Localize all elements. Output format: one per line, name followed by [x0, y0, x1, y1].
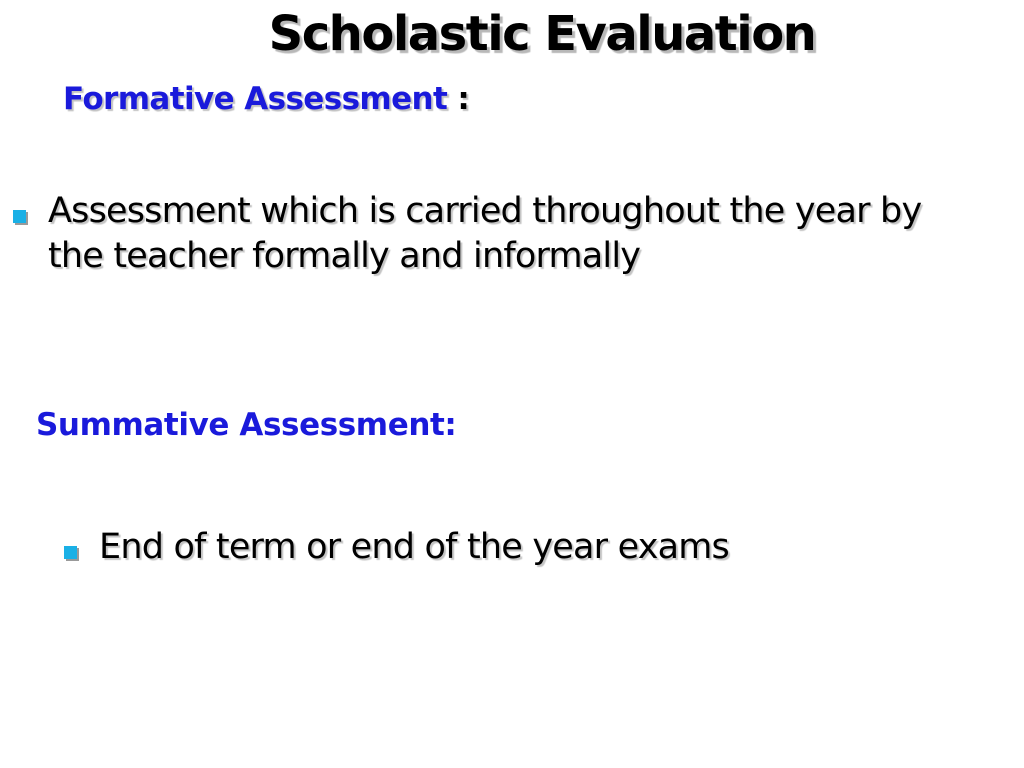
formative-heading	[63, 78, 469, 120]
slide-title: Scholastic Evaluation	[268, 6, 816, 62]
summative-heading: Summative Assessment:	[36, 407, 457, 443]
square-bullet-icon	[64, 546, 77, 559]
formative-heading-label: Formative Assessment	[63, 81, 448, 117]
summative-bullet-text: End of term or end of the year exams	[99, 527, 729, 567]
formative-bullet-item	[13, 189, 1013, 279]
formative-heading-colon: :	[447, 81, 470, 117]
summative-bullet-item	[64, 525, 1004, 570]
formative-bullet-text: Assessment which is carried throughout the year by the teacher formally and informally	[48, 191, 922, 276]
square-bullet-icon	[13, 210, 26, 223]
